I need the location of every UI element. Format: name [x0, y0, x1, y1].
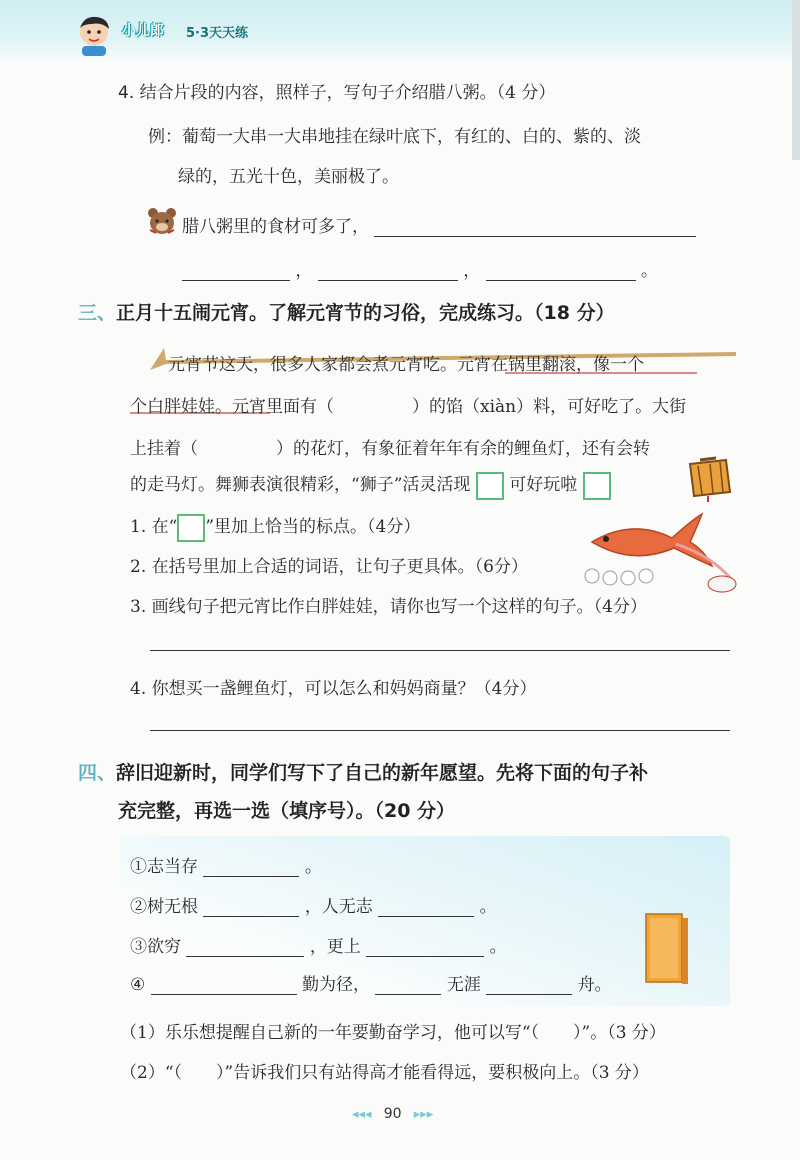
passage-line-4: [130, 470, 611, 500]
page-edge: [792, 0, 800, 160]
s3-q1-text: ”里加上恰当的标点。（4分）: [205, 517, 421, 537]
section-4-heading-line1: [78, 758, 648, 785]
idiom-text: 勤为径，: [302, 975, 371, 995]
s3-q3: 3. 画线句子把元宵比作白胖娃娃，请你也写一个这样的句子。（4分）: [130, 597, 647, 617]
idiom-text: 。: [489, 937, 507, 957]
idiom-3: [130, 932, 507, 957]
passage-line-3: [130, 434, 650, 459]
boy-mascot-icon: [74, 14, 114, 56]
prev-arrows-icon: ◂◂◂: [352, 1107, 372, 1122]
q4-answer-blank-1[interactable]: [374, 218, 696, 237]
s3-q1-text: 1. 在“: [130, 517, 178, 537]
idiom-2: [130, 892, 497, 917]
idiom-text: ④: [130, 975, 146, 995]
s4-sub1: （1）乐乐想提醒自己新的一年要勤奋学习，他可以写“（ ）”。（3 分）: [120, 1023, 666, 1043]
s3-q1-line: [130, 512, 420, 542]
idiom-text: 。: [479, 897, 497, 917]
passage-text: 可好玩啦: [509, 475, 578, 495]
idiom-4-blank-1[interactable]: [151, 976, 297, 995]
brand-logo: 小儿郎: [122, 23, 164, 39]
section-3-number: 三、: [78, 302, 117, 324]
section-3-heading: [78, 298, 615, 325]
bear-mascot-icon: [146, 206, 178, 236]
period: 。: [641, 261, 659, 281]
comma: ，: [295, 261, 313, 281]
q4-example-line2: 绿的，五光十色，美丽极了。: [178, 167, 399, 187]
s4-sub2: （2）“（ ）”告诉我们只有站得高才能看得远，要积极向上。（3 分）: [120, 1063, 649, 1083]
next-arrows-icon: ▸▸▸: [413, 1107, 434, 1122]
idiom-1-blank[interactable]: [203, 858, 299, 877]
q4-stem: 腊八粥里的食材可多了，: [182, 217, 369, 237]
passage-line-2: [130, 392, 686, 417]
punctuation-box-1[interactable]: [476, 472, 504, 500]
passage-text: ）的馅（xiàn）料，可好吃了。大街: [412, 397, 687, 417]
idiom-text: ，更上: [309, 937, 361, 957]
page-number: 90: [383, 1106, 402, 1122]
idiom-text: ③欲穷: [130, 937, 181, 957]
s3-q4: 4. 你想买一盏鲤鱼灯，可以怎么和妈妈商量？（4分）: [130, 679, 537, 699]
idiom-2-blank-2[interactable]: [378, 898, 474, 917]
idiom-text: ②树无根: [130, 897, 198, 917]
idiom-2-blank-1[interactable]: [203, 898, 299, 917]
idiom-4-blank-3[interactable]: [486, 976, 572, 995]
idiom-text: ①志当存: [130, 857, 198, 877]
q4-stem-line: [182, 212, 696, 237]
section-4-title-line2: 充完整，再选一选（填序号）。（20 分）: [118, 800, 456, 822]
q4-answer-line-2: [182, 256, 658, 281]
q4-example-line1: 例：葡萄一大串一大串地挂在绿叶底下，有红的、白的、紫的、淡: [148, 127, 641, 147]
idiom-text: 。: [304, 857, 322, 877]
q4-answer-blank-4[interactable]: [486, 262, 636, 281]
page-footer: [352, 1106, 433, 1122]
q4-answer-blank-2[interactable]: [182, 262, 290, 281]
s3-q2: 2. 在括号里加上合适的词语，让句子更具体。（6分）: [130, 557, 528, 577]
passage-text: 个白胖娃娃。元宵里面有（: [130, 397, 334, 417]
book-icon: [644, 912, 690, 986]
q4-number: 4.: [118, 83, 135, 103]
section-3-title: 正月十五闹元宵。了解元宵节的习俗，完成练习。（18 分）: [116, 302, 615, 324]
idiom-text: 舟。: [577, 975, 612, 995]
q4-prompt: 结合片段的内容，照样子，写句子介绍腊八粥。（4 分）: [139, 83, 556, 103]
s3-q4-answer-line[interactable]: [150, 730, 730, 731]
passage-line-1: 元宵节这天，很多人家都会煮元宵吃。元宵在锅里翻滚，像一个: [168, 355, 644, 375]
comma: ，: [463, 261, 481, 281]
series-title: 5·3天天练: [186, 26, 249, 41]
section-4-number: 四、: [78, 762, 117, 784]
idiom-text: ，人无志: [304, 897, 373, 917]
punctuation-box-2[interactable]: [583, 472, 611, 500]
s3-q3-answer-line[interactable]: [150, 650, 730, 651]
koi-fish-and-tangyuan-icon: [572, 508, 738, 594]
passage-text: 上挂着（: [130, 439, 198, 459]
sample-box-icon: [177, 514, 205, 542]
idiom-4: [130, 970, 612, 995]
passage-text: ）的花灯，有象征着年年有余的鲤鱼灯，还有会转: [276, 439, 650, 459]
header-band: [0, 0, 800, 62]
idiom-text: 无涯: [446, 975, 481, 995]
passage-text: 的走马灯。舞狮表演很精彩，“狮子”活灵活现: [130, 475, 471, 495]
idiom-1: [130, 852, 322, 877]
section-4-title-line1: 辞旧迎新时，同学们写下了自己的新年愿望。先将下面的句子补: [116, 762, 649, 784]
q4-prompt-line: [118, 78, 555, 103]
idiom-4-blank-2[interactable]: [375, 976, 441, 995]
idiom-3-blank-2[interactable]: [366, 938, 484, 957]
lantern-icon: [680, 456, 736, 502]
idiom-3-blank-1[interactable]: [186, 938, 304, 957]
q4-answer-blank-3[interactable]: [318, 262, 458, 281]
